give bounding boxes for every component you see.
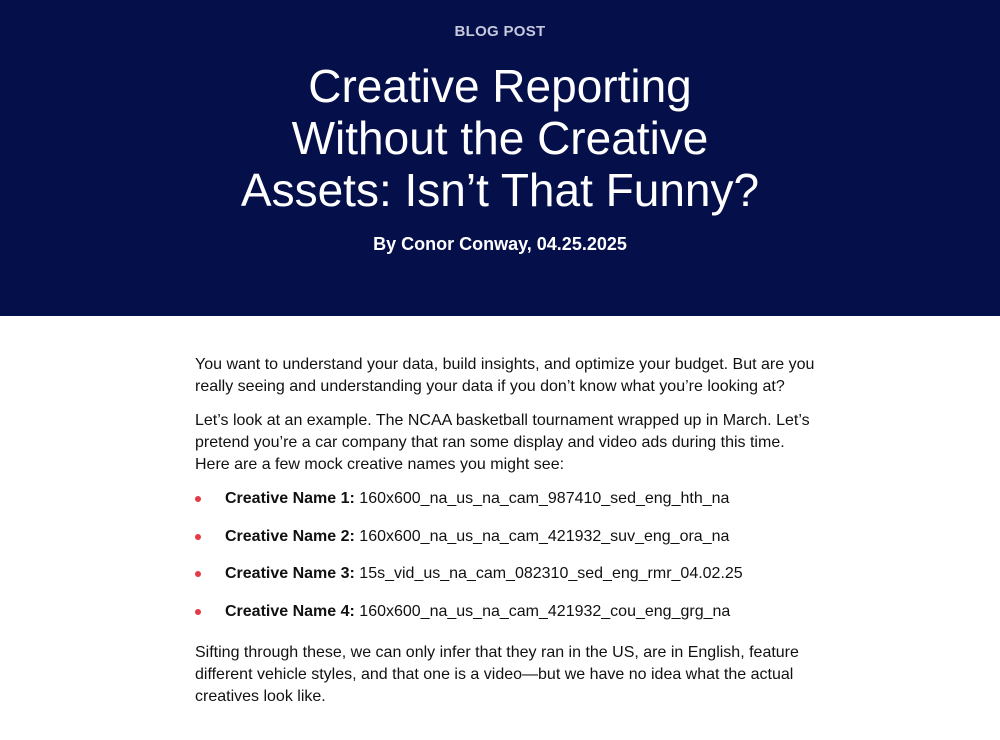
creative-name-label: Creative Name 4:: [225, 602, 355, 620]
creative-name-label: Creative Name 3:: [225, 565, 355, 582]
creative-name-value: 160x600_na_us_na_cam_987410_sed_eng_hth_na: [354, 490, 730, 507]
creative-name-value: 15s_vid_us_na_cam_082310_sed_eng_rmr_04.02.25: [354, 565, 743, 582]
article-title-line: Creative Reporting: [308, 60, 692, 112]
creative-name-value: 160x600_na_us_na_cam_421932_suv_eng_ora_na: [354, 527, 730, 545]
hero-banner: [0, 0, 1000, 316]
list-item: [195, 563, 815, 601]
post-type-label: BLOG POST: [454, 23, 546, 40]
creative-name-label: Creative Name 2:: [225, 527, 355, 545]
article-paragraph: Let’s look at an example. The NCAA basketball tournament wrapped up in March. Let’s pretend you’re a car company that ran some display and video ads during this time. Here are a few mock creative names you might see:: [195, 412, 810, 473]
article-title-line: Without the Creative: [291, 112, 709, 164]
bullet-icon: [195, 609, 201, 615]
article-paragraph: Sifting through these, we can only infer that they ran in the US, are in English, feature different vehicle styles, and that one is a video—but we have no idea what the actual creatives look like.: [195, 644, 799, 705]
bullet-icon: [195, 496, 201, 502]
creative-names-list: [195, 488, 815, 638]
bullet-icon: [195, 534, 201, 540]
list-item: [195, 526, 815, 564]
creative-name-value: 160x600_na_us_na_cam_421932_cou_eng_grg_na: [354, 602, 731, 620]
article-title-line: Assets: Isn’t That Funny?: [240, 164, 760, 216]
article-body: [195, 316, 815, 708]
creative-name-label: Creative Name 1:: [225, 490, 355, 507]
article-paragraph: You want to understand your data, build insights, and optimize your budget. But are you really seeing and understanding your data if you don’t know what you’re looking at?: [195, 356, 815, 395]
article-title: [200, 60, 800, 216]
bullet-icon: [195, 571, 201, 577]
list-item: [195, 601, 815, 639]
author-byline: By Conor Conway, 04.25.2025: [373, 234, 627, 254]
list-item: [195, 488, 815, 526]
